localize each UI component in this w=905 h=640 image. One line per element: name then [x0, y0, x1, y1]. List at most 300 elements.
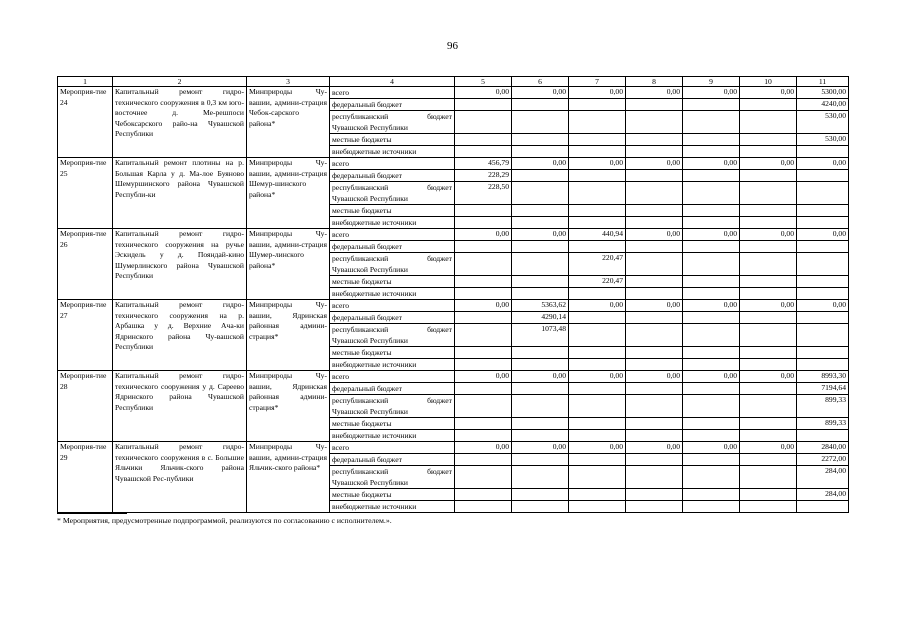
- measure-name: Капитальный ремонт гидро-технического сооружения на ручье Эскидель у д. Пояндай-кино Шумерлинского района Чувашской Республики: [113, 229, 247, 300]
- value-cell: [512, 418, 569, 430]
- republic-name: Чувашской Республики: [332, 123, 408, 132]
- source-label-federal: федеральный бюджет: [330, 383, 455, 395]
- value-cell: 0,00: [569, 300, 626, 312]
- value-cell: [455, 312, 512, 324]
- value-cell: 0,00: [740, 158, 797, 170]
- value-cell: 1073,48: [512, 324, 569, 347]
- value-cell: [512, 359, 569, 371]
- source-label-local: местные бюджеты: [330, 489, 455, 501]
- value-cell: [626, 111, 683, 134]
- value-cell: 0,00: [569, 87, 626, 99]
- value-cell: [512, 170, 569, 182]
- source-label-extra: внебюджетные источники: [330, 217, 455, 229]
- measure-id: Мероприя-тие 29: [58, 442, 113, 513]
- value-cell: [740, 418, 797, 430]
- value-cell: [626, 430, 683, 442]
- value-cell: 899,33: [797, 418, 849, 430]
- value-cell: [626, 324, 683, 347]
- value-cell: [683, 146, 740, 158]
- value-cell: [626, 276, 683, 288]
- measure-name: Капитальный ремонт гидро-технического сооружения у д. Сареево Ядринского района Чувашской Республики: [113, 371, 247, 442]
- value-cell: [569, 395, 626, 418]
- value-cell: 0,00: [797, 158, 849, 170]
- budget-word: бюджет: [427, 112, 452, 121]
- republic-word: республиканский: [332, 254, 389, 263]
- republic-name: Чувашской Республики: [332, 336, 408, 345]
- value-cell: 0,00: [512, 371, 569, 383]
- footnote-rule: [57, 513, 127, 514]
- measure-executor: Минприроды Чу-вашии, админи-страция Яльчик-ского района*: [247, 442, 330, 513]
- value-cell: [740, 347, 797, 359]
- table-row: [58, 371, 849, 383]
- source-label-republic: [330, 395, 455, 418]
- value-cell: [455, 418, 512, 430]
- value-cell: [455, 205, 512, 217]
- value-cell: [512, 395, 569, 418]
- value-cell: [683, 418, 740, 430]
- value-cell: [569, 288, 626, 300]
- value-cell: [569, 111, 626, 134]
- value-cell: 284,00: [797, 489, 849, 501]
- value-cell: [455, 276, 512, 288]
- source-label-total: всего: [330, 371, 455, 383]
- value-cell: [569, 466, 626, 489]
- value-cell: [740, 324, 797, 347]
- measure-executor: Минприроды Чу-вашии, админи-страция Чебок-сарского района*: [247, 87, 330, 158]
- value-cell: [626, 288, 683, 300]
- value-cell: [683, 359, 740, 371]
- column-header: 3: [247, 77, 330, 87]
- value-cell: [569, 99, 626, 111]
- value-cell: [683, 253, 740, 276]
- value-cell: 0,00: [626, 371, 683, 383]
- value-cell: 220,47: [569, 276, 626, 288]
- value-cell: [626, 182, 683, 205]
- budget-word: бюджет: [427, 467, 452, 476]
- value-cell: [683, 383, 740, 395]
- value-cell: [683, 99, 740, 111]
- value-cell: [569, 430, 626, 442]
- source-label-republic: [330, 111, 455, 134]
- value-cell: 456,79: [455, 158, 512, 170]
- column-header: 2: [113, 77, 247, 87]
- republic-word: республиканский: [332, 467, 389, 476]
- value-cell: [740, 359, 797, 371]
- value-cell: 2840,00: [797, 442, 849, 454]
- value-cell: 4290,14: [512, 312, 569, 324]
- page-number: 96: [447, 40, 458, 52]
- value-cell: 530,00: [797, 111, 849, 134]
- value-cell: 530,00: [797, 134, 849, 146]
- value-cell: [740, 312, 797, 324]
- value-cell: [626, 489, 683, 501]
- value-cell: [569, 205, 626, 217]
- source-label-federal: федеральный бюджет: [330, 312, 455, 324]
- value-cell: [569, 312, 626, 324]
- value-cell: [455, 466, 512, 489]
- value-cell: 0,00: [569, 371, 626, 383]
- column-header: 9: [683, 77, 740, 87]
- value-cell: [683, 324, 740, 347]
- value-cell: [512, 276, 569, 288]
- column-header: 6: [512, 77, 569, 87]
- table-row: [58, 442, 849, 454]
- source-label-local: местные бюджеты: [330, 347, 455, 359]
- source-label-federal: федеральный бюджет: [330, 454, 455, 466]
- value-cell: [512, 383, 569, 395]
- value-cell: [569, 182, 626, 205]
- value-cell: 0,00: [740, 87, 797, 99]
- value-cell: 284,00: [797, 466, 849, 489]
- column-header: 11: [797, 77, 849, 87]
- value-cell: [569, 489, 626, 501]
- source-label-local: местные бюджеты: [330, 276, 455, 288]
- republic-name: Чувашской Республики: [332, 194, 408, 203]
- value-cell: [683, 182, 740, 205]
- source-label-total: всего: [330, 442, 455, 454]
- value-cell: [512, 466, 569, 489]
- value-cell: [512, 454, 569, 466]
- budget-word: бюджет: [427, 325, 452, 334]
- source-label-republic: [330, 466, 455, 489]
- value-cell: [797, 312, 849, 324]
- value-cell: 0,00: [455, 229, 512, 241]
- value-cell: [569, 383, 626, 395]
- value-cell: [455, 501, 512, 513]
- measure-executor: Минприроды Чу-вашии, Ядринская районная админи-страция*: [247, 300, 330, 371]
- value-cell: [512, 217, 569, 229]
- value-cell: [512, 288, 569, 300]
- value-cell: [455, 241, 512, 253]
- value-cell: [512, 134, 569, 146]
- value-cell: 0,00: [512, 442, 569, 454]
- republic-line: [332, 395, 452, 406]
- value-cell: [683, 395, 740, 418]
- value-cell: 0,00: [455, 442, 512, 454]
- source-label-federal: федеральный бюджет: [330, 170, 455, 182]
- republic-name: Чувашской Республики: [332, 478, 408, 487]
- value-cell: 0,00: [626, 442, 683, 454]
- column-header: 5: [455, 77, 512, 87]
- value-cell: 0,00: [626, 300, 683, 312]
- value-cell: [455, 395, 512, 418]
- value-cell: [740, 182, 797, 205]
- republic-line: [332, 466, 452, 477]
- value-cell: [455, 347, 512, 359]
- value-cell: [797, 430, 849, 442]
- measure-name: Капитальный ремонт гидро-технического сооружения на р. Арбашка у д. Верхние Ача-ки Ядринского района Чу-вашской Республики: [113, 300, 247, 371]
- source-label-total: всего: [330, 229, 455, 241]
- value-cell: [797, 253, 849, 276]
- republic-name: Чувашской Республики: [332, 407, 408, 416]
- value-cell: [683, 347, 740, 359]
- column-header: 7: [569, 77, 626, 87]
- value-cell: [797, 276, 849, 288]
- value-cell: [740, 134, 797, 146]
- value-cell: 0,00: [683, 87, 740, 99]
- source-label-total: всего: [330, 158, 455, 170]
- value-cell: [740, 205, 797, 217]
- value-cell: [569, 134, 626, 146]
- column-header: 1: [58, 77, 113, 87]
- measure-executor: Минприроды Чу-вашии, Ядринская районная админи-страция*: [247, 371, 330, 442]
- source-label-federal: федеральный бюджет: [330, 99, 455, 111]
- value-cell: [797, 217, 849, 229]
- value-cell: [683, 134, 740, 146]
- value-cell: 0,00: [683, 442, 740, 454]
- value-cell: [569, 217, 626, 229]
- value-cell: [512, 489, 569, 501]
- republic-word: республиканский: [332, 396, 389, 405]
- measure-id: Мероприя-тие 28: [58, 371, 113, 442]
- value-cell: [740, 99, 797, 111]
- republic-word: республиканский: [332, 112, 389, 121]
- table-row: [58, 158, 849, 170]
- value-cell: [797, 501, 849, 513]
- value-cell: [455, 430, 512, 442]
- source-label-republic: [330, 182, 455, 205]
- value-cell: 0,00: [740, 300, 797, 312]
- value-cell: [626, 454, 683, 466]
- value-cell: [455, 489, 512, 501]
- value-cell: 0,00: [569, 158, 626, 170]
- value-cell: [455, 146, 512, 158]
- value-cell: 0,00: [797, 229, 849, 241]
- value-cell: [740, 395, 797, 418]
- value-cell: [626, 134, 683, 146]
- value-cell: [740, 170, 797, 182]
- value-cell: [569, 324, 626, 347]
- budget-word: бюджет: [427, 396, 452, 405]
- value-cell: [512, 501, 569, 513]
- value-cell: 0,00: [683, 158, 740, 170]
- table-row: [58, 300, 849, 312]
- source-label-local: местные бюджеты: [330, 205, 455, 217]
- source-label-total: всего: [330, 87, 455, 99]
- value-cell: [626, 253, 683, 276]
- value-cell: 0,00: [455, 371, 512, 383]
- value-cell: 0,00: [740, 229, 797, 241]
- value-cell: [740, 288, 797, 300]
- value-cell: [797, 324, 849, 347]
- value-cell: [455, 383, 512, 395]
- value-cell: [512, 99, 569, 111]
- value-cell: [512, 253, 569, 276]
- value-cell: [683, 170, 740, 182]
- value-cell: [626, 312, 683, 324]
- measure-name: Капитальный ремонт плотины на р. Большая Карла у д. Ма-лое Буяново Шемуршинского района Чувашской Республи-ки: [113, 158, 247, 229]
- value-cell: [740, 383, 797, 395]
- value-cell: 8993,30: [797, 371, 849, 383]
- republic-line: [332, 182, 452, 193]
- value-cell: 220,47: [569, 253, 626, 276]
- value-cell: [569, 347, 626, 359]
- source-label-republic: [330, 324, 455, 347]
- value-cell: [455, 111, 512, 134]
- value-cell: [512, 205, 569, 217]
- value-cell: [683, 205, 740, 217]
- value-cell: 4240,00: [797, 99, 849, 111]
- value-cell: [455, 253, 512, 276]
- value-cell: [626, 418, 683, 430]
- value-cell: [683, 501, 740, 513]
- value-cell: 0,00: [683, 300, 740, 312]
- source-label-federal: федеральный бюджет: [330, 241, 455, 253]
- value-cell: [455, 217, 512, 229]
- republic-word: республиканский: [332, 325, 389, 334]
- source-label-extra: внебюджетные источники: [330, 288, 455, 300]
- value-cell: [683, 466, 740, 489]
- value-cell: [512, 111, 569, 134]
- value-cell: 5300,00: [797, 87, 849, 99]
- value-cell: [797, 347, 849, 359]
- value-cell: [740, 217, 797, 229]
- value-cell: [455, 134, 512, 146]
- value-cell: [626, 347, 683, 359]
- value-cell: [740, 241, 797, 253]
- value-cell: 0,00: [683, 371, 740, 383]
- measure-id: Мероприя-тие 24: [58, 87, 113, 158]
- value-cell: [455, 324, 512, 347]
- value-cell: [797, 359, 849, 371]
- value-cell: [626, 241, 683, 253]
- value-cell: [626, 99, 683, 111]
- value-cell: [683, 276, 740, 288]
- source-label-total: всего: [330, 300, 455, 312]
- value-cell: [683, 111, 740, 134]
- value-cell: [512, 146, 569, 158]
- measure-executor: Минприроды Чу-вашии, админи-страция Шумер-линского района*: [247, 229, 330, 300]
- value-cell: [455, 288, 512, 300]
- value-cell: [683, 454, 740, 466]
- value-cell: 0,00: [626, 87, 683, 99]
- value-cell: [626, 466, 683, 489]
- value-cell: [797, 205, 849, 217]
- value-cell: [683, 241, 740, 253]
- value-cell: [740, 454, 797, 466]
- value-cell: [512, 347, 569, 359]
- value-cell: [740, 430, 797, 442]
- measure-executor: Минприроды Чу-вашии, админи-страция Шемур-шинского района*: [247, 158, 330, 229]
- value-cell: [740, 466, 797, 489]
- value-cell: [797, 146, 849, 158]
- source-label-extra: внебюджетные источники: [330, 430, 455, 442]
- value-cell: 899,33: [797, 395, 849, 418]
- value-cell: [455, 99, 512, 111]
- value-cell: 0,00: [740, 371, 797, 383]
- value-cell: [683, 312, 740, 324]
- republic-name: Чувашской Республики: [332, 265, 408, 274]
- value-cell: [569, 454, 626, 466]
- value-cell: [740, 253, 797, 276]
- value-cell: [683, 217, 740, 229]
- republic-line: [332, 253, 452, 264]
- source-label-local: местные бюджеты: [330, 418, 455, 430]
- footnote: * Мероприятия, предусмотренные подпрограммой, реализуются по согласованию с исполнителем.».: [57, 516, 392, 525]
- value-cell: [797, 170, 849, 182]
- value-cell: [512, 241, 569, 253]
- value-cell: 0,00: [797, 300, 849, 312]
- value-cell: [626, 205, 683, 217]
- value-cell: [569, 418, 626, 430]
- value-cell: [512, 430, 569, 442]
- value-cell: [740, 111, 797, 134]
- value-cell: 7194,64: [797, 383, 849, 395]
- republic-word: республиканский: [332, 183, 389, 192]
- source-label-extra: внебюджетные источники: [330, 359, 455, 371]
- value-cell: [512, 182, 569, 205]
- value-cell: 228,29: [455, 170, 512, 182]
- republic-line: [332, 111, 452, 122]
- value-cell: [626, 383, 683, 395]
- value-cell: [626, 395, 683, 418]
- value-cell: [626, 217, 683, 229]
- value-cell: [797, 182, 849, 205]
- republic-line: [332, 324, 452, 335]
- value-cell: [455, 454, 512, 466]
- value-cell: [569, 359, 626, 371]
- value-cell: [683, 489, 740, 501]
- column-header: 4: [330, 77, 455, 87]
- source-label-republic: [330, 253, 455, 276]
- value-cell: [797, 241, 849, 253]
- value-cell: [740, 489, 797, 501]
- table-body: [58, 87, 849, 513]
- value-cell: 0,00: [512, 158, 569, 170]
- value-cell: [740, 146, 797, 158]
- header-row: [58, 77, 849, 87]
- value-cell: 0,00: [626, 158, 683, 170]
- value-cell: [626, 146, 683, 158]
- budget-word: бюджет: [427, 183, 452, 192]
- measure-id: Мероприя-тие 27: [58, 300, 113, 371]
- value-cell: [569, 241, 626, 253]
- value-cell: [455, 359, 512, 371]
- value-cell: 0,00: [740, 442, 797, 454]
- value-cell: [626, 359, 683, 371]
- value-cell: [740, 501, 797, 513]
- value-cell: 228,50: [455, 182, 512, 205]
- value-cell: [569, 146, 626, 158]
- value-cell: 0,00: [626, 229, 683, 241]
- table-row: [58, 229, 849, 241]
- value-cell: [626, 170, 683, 182]
- value-cell: 2272,00: [797, 454, 849, 466]
- measure-id: Мероприя-тие 26: [58, 229, 113, 300]
- funding-table: [57, 76, 849, 513]
- column-header: 8: [626, 77, 683, 87]
- value-cell: [626, 501, 683, 513]
- measure-name: Капитальный ремонт гидро-технического сооружения в с. Большие Яльчики Яльчик-ского района Чувашской Рес-публики: [113, 442, 247, 513]
- value-cell: [569, 170, 626, 182]
- value-cell: [569, 501, 626, 513]
- source-label-extra: внебюджетные источники: [330, 146, 455, 158]
- table-row: [58, 87, 849, 99]
- value-cell: 0,00: [683, 229, 740, 241]
- value-cell: 0,00: [455, 87, 512, 99]
- source-label-extra: внебюджетные источники: [330, 501, 455, 513]
- column-header: 10: [740, 77, 797, 87]
- value-cell: 440,94: [569, 229, 626, 241]
- value-cell: 0,00: [455, 300, 512, 312]
- measure-id: Мероприя-тие 25: [58, 158, 113, 229]
- value-cell: 0,00: [512, 229, 569, 241]
- source-label-local: местные бюджеты: [330, 134, 455, 146]
- value-cell: [797, 288, 849, 300]
- measure-name: Капитальный ремонт гидро-технического сооружения в 0,3 км юго-восточнее д. Ме-решпоси Чебоксарского райо-на Чувашской Республики: [113, 87, 247, 158]
- value-cell: [740, 276, 797, 288]
- value-cell: [683, 288, 740, 300]
